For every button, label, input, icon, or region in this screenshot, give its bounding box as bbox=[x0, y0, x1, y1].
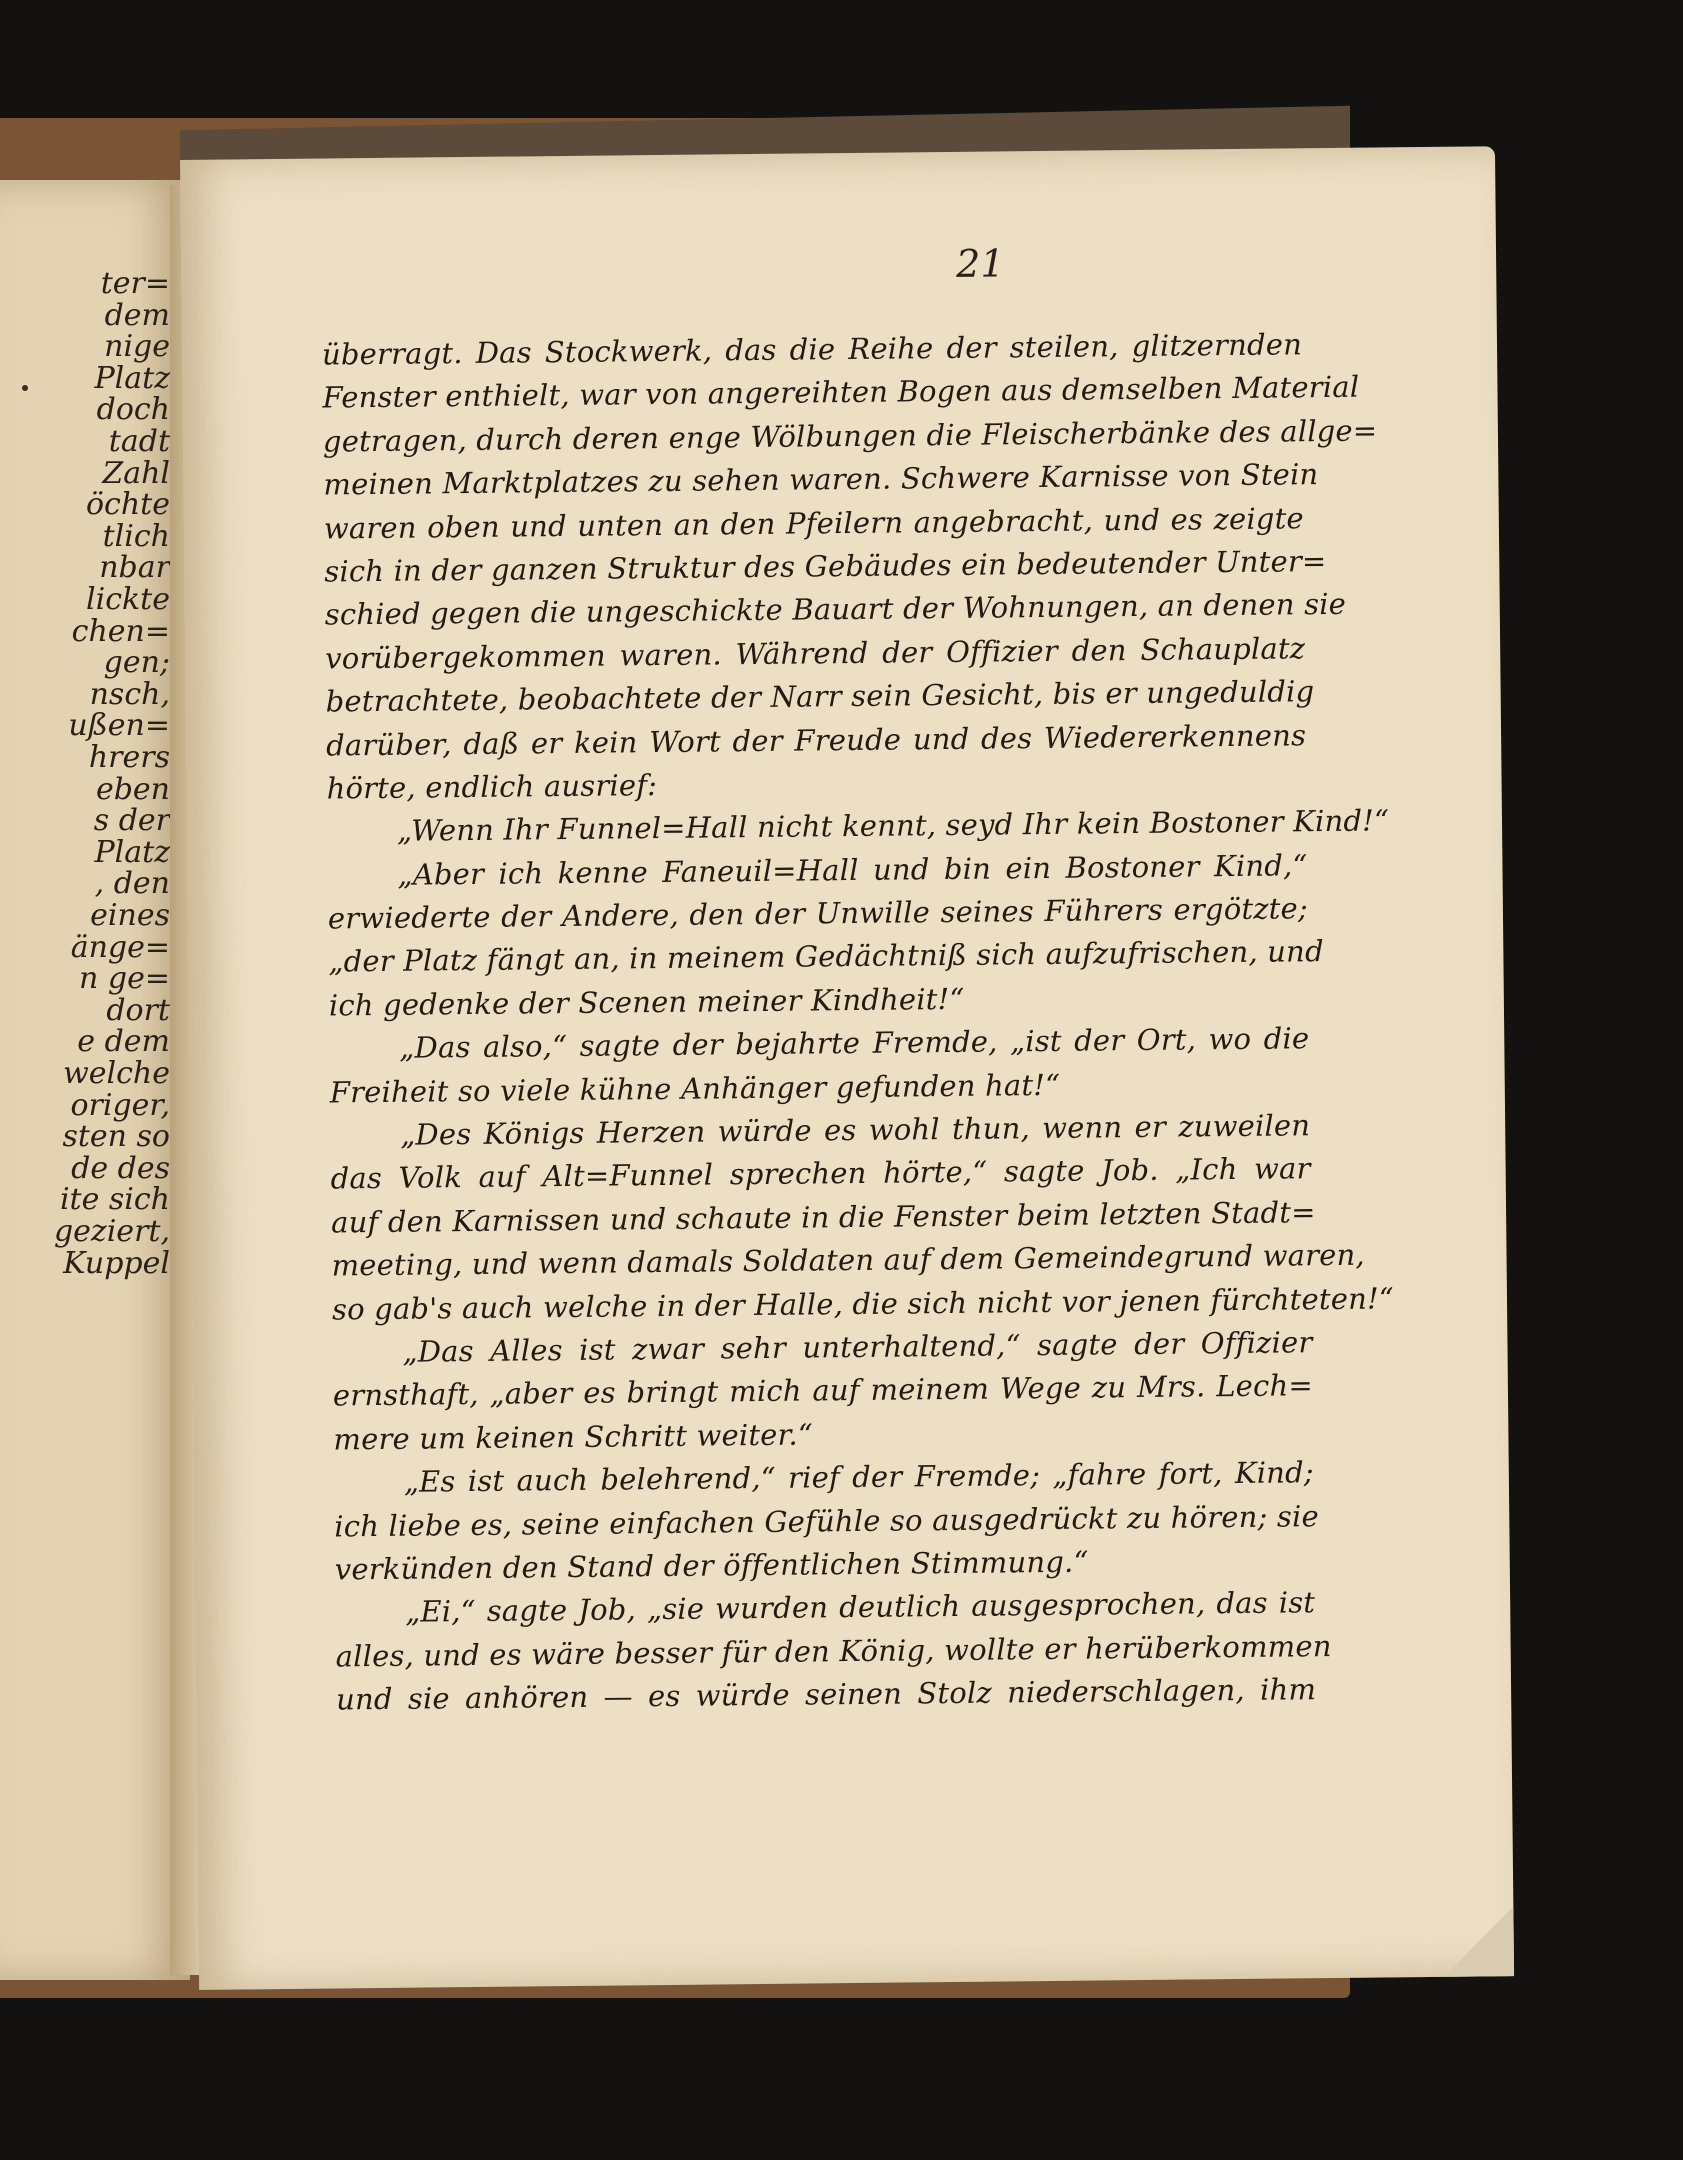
text-line: verkünden den Stand der öffentlichen Stimmung.“ bbox=[334, 1544, 1089, 1587]
left-page-line: nbar bbox=[99, 550, 170, 586]
left-page-line: chen= bbox=[71, 613, 170, 649]
text-line: ich gedenke der Scenen meiner Kindheit!“ bbox=[328, 981, 965, 1023]
left-page-line: eines bbox=[90, 898, 170, 933]
text-line: Freiheit so viele kühne Anhänger gefunden hat!“ bbox=[329, 1067, 1061, 1110]
left-page-line: geziert, bbox=[53, 1214, 170, 1249]
text-line: betrachtete, beobachtete der Narr sein Gesicht, bis er ungeduldig bbox=[325, 674, 1315, 719]
text-line: darüber, daß er kein Wort der Freude und des Wiedererkennens bbox=[325, 717, 1307, 763]
left-page-line: n ge= bbox=[79, 961, 170, 997]
text-line: erwiederte der Andere, den der Unwille seines Führers ergötzte; bbox=[327, 891, 1309, 936]
text-line: getragen, durch deren enge Wölbungen die Fleischerbänke des allge= bbox=[322, 413, 1378, 459]
text-line: überragt. Das Stockwerk, das die Reihe der steilen, glitzernden bbox=[321, 327, 1303, 372]
left-page-line: öchte bbox=[86, 487, 170, 523]
text-line: auf den Karnissen und schaute in die Fenster beim letzten Stadt= bbox=[330, 1194, 1316, 1240]
left-page-line: ter= bbox=[100, 266, 170, 301]
text-line: mere um keinen Schritt weiter.“ bbox=[333, 1417, 814, 1457]
left-page-line: hrers bbox=[88, 740, 170, 775]
page-text bbox=[321, 323, 1395, 1722]
text-line: meinen Marktplatzes zu sehen waren. Schwere Karnisse von Stein bbox=[323, 457, 1319, 502]
text-line: „Wenn Ihr Funnel=Hall nicht kennt, seyd Ihr kein Bostoner Kind!“ bbox=[396, 803, 1390, 849]
text-line: ernsthaft, „aber es bringt mich auf meinem Wege zu Mrs. Lech= bbox=[332, 1368, 1314, 1413]
right-page bbox=[180, 146, 1514, 1990]
left-page-line: tadt bbox=[108, 424, 170, 459]
left-page-line: s der bbox=[93, 803, 170, 839]
text-line: sich in der ganzen Struktur des Gebäudes ein bedeutender Unter= bbox=[324, 543, 1327, 589]
left-page-line: origer, bbox=[70, 1087, 170, 1123]
left-page-line: nige bbox=[104, 329, 170, 365]
left-page-line: Kuppel bbox=[63, 1245, 170, 1281]
text-line: „der Platz fängt an, in meinem Gedächtniß sich aufzufrischen, und bbox=[328, 934, 1324, 979]
left-page-line: Platz bbox=[94, 360, 170, 396]
folded-corner bbox=[1443, 1906, 1514, 1977]
left-page-line: e dem bbox=[77, 1024, 170, 1060]
text-line: ich liebe es, seine einfachen Gefühle so ausgedrückt zu hören; sie bbox=[334, 1498, 1319, 1544]
left-page-line: dort bbox=[106, 992, 170, 1028]
text-line: „Das Alles ist zwar sehr unterhaltend,“ sagte der Offizier bbox=[402, 1325, 1313, 1369]
left-page-line: lickte bbox=[86, 582, 170, 617]
text-line: das Volk auf Alt=Funnel sprechen hörte,“ sagte Job. „Ich war bbox=[330, 1151, 1311, 1196]
ink-dot bbox=[22, 385, 28, 391]
page-number: 21 bbox=[955, 241, 1005, 286]
left-page-line: welche bbox=[63, 1056, 170, 1091]
left-page bbox=[0, 180, 190, 1980]
left-page-line: Platz bbox=[94, 834, 170, 870]
left-page-line: tlich bbox=[102, 518, 170, 554]
text-line: schied gegen die ungeschickte Bauart der Wohnungen, an denen sie bbox=[324, 587, 1347, 632]
text-line: „Des Königs Herzen würde es wohl thun, wenn er zuweilen bbox=[400, 1108, 1311, 1152]
text-line: so gab's auch welche in der Halle, die sich nicht vor jenen fürchteten!“ bbox=[331, 1280, 1395, 1327]
text-line: meeting, und wenn damals Soldaten auf dem Gemeindegrund waren, bbox=[331, 1237, 1366, 1283]
text-line: waren oben und unten an den Pfeilern angebracht, und es zeigte bbox=[323, 500, 1304, 546]
left-page-line: , den bbox=[94, 866, 170, 902]
left-page-line: doch bbox=[96, 392, 170, 428]
text-line: und sie anhören — es würde seinen Stolz niederschlagen, ihm bbox=[335, 1672, 1317, 1717]
left-page-line: nsch, bbox=[89, 676, 170, 712]
left-page-line: ußen= bbox=[68, 708, 170, 744]
text-line: „Aber ich kenne Faneuil=Hall und bin ein Bostoner Kind,“ bbox=[397, 847, 1308, 892]
left-page-line: ite sich bbox=[59, 1182, 170, 1218]
left-page-line: de des bbox=[71, 1150, 170, 1186]
text-line: alles, und es wäre besser für den König, wollte er herüberkommen bbox=[335, 1628, 1332, 1674]
left-page-line: gen; bbox=[103, 645, 170, 681]
left-page-line: eben bbox=[95, 771, 170, 807]
text-line: „Das also,“ sagte der bejahrte Fremde, „ist der Ort, wo die bbox=[399, 1021, 1310, 1066]
text-line: vorübergekommen waren. Während der Offizier den Schauplatz bbox=[325, 630, 1306, 676]
left-page-line: änge= bbox=[70, 929, 170, 965]
text-line: Fenster enthielt, war von angereihten Bogen aus demselben Material bbox=[322, 370, 1360, 415]
left-page-line: Zahl bbox=[102, 455, 170, 491]
left-page-line: dem bbox=[104, 297, 170, 333]
text-line: „Ei,“ sagte Job, „sie wurden deutlich ausgesprochen, das ist bbox=[405, 1585, 1316, 1630]
left-page-line: sten so bbox=[62, 1119, 170, 1155]
text-line: hörte, endlich ausrief: bbox=[326, 767, 658, 806]
text-line: „Es ist auch belehrend,“ rief der Fremde; „fahre fort, Kind; bbox=[403, 1455, 1314, 1499]
